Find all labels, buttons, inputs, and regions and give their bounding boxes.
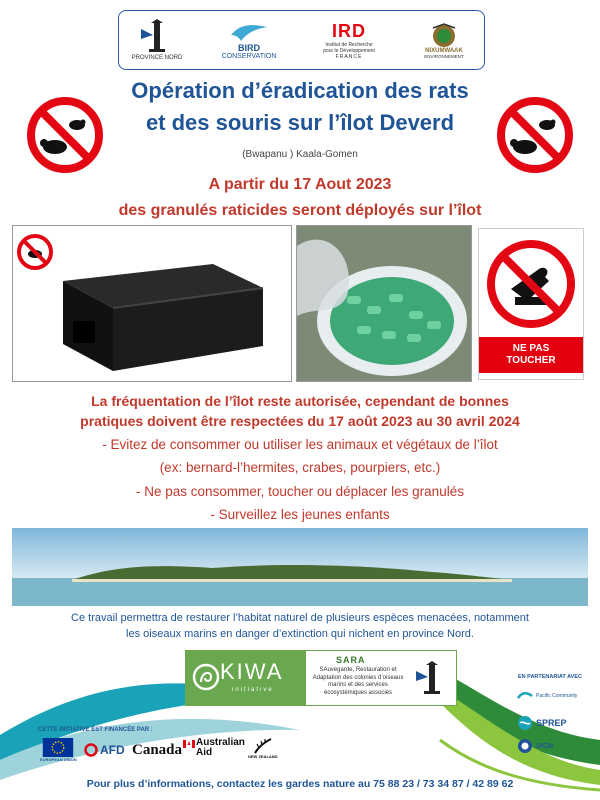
granules-image [297,226,471,381]
aid-text: Aid [196,747,213,758]
uicn-logo [517,738,587,754]
bird-text: BIRD [238,42,260,53]
province-nord-emblem-icon [137,19,177,55]
eu-logo [40,738,77,762]
islet-panorama-image [12,528,588,606]
fern-icon [253,738,273,754]
province-nord-emblem-icon [412,659,452,699]
rule-examples: (ex: bernard-l’hermites, crabes, pourpiers, etc.) [159,460,441,475]
eu-text: EUROPEAN UNION [40,757,77,762]
ird-country: FRANCE [335,53,363,60]
islet-panorama-photo [12,528,588,606]
start-date-line: A partir du 17 Aout 2023 [208,176,392,193]
pacific-text: Pacific Community [536,693,578,699]
contact-line: Pour plus d’informations, contactez les gardes nature au 75 88 23 / 73 34 87 / 42 89 62 [86,778,514,790]
afd-text: AFD [100,743,125,757]
bird-conservation-logo [214,15,284,65]
rule-avoid-consuming: - Evitez de consommer ou utiliser les animaux et végétaux de l’îlot [102,437,498,452]
title-line-1: Opération d’éradication des rats [131,78,469,103]
sara-title: SARA [336,655,366,665]
do-not-touch-sign [478,228,584,380]
province-nord-logo [127,15,187,65]
title-line-2: et des souris sur l’îlot Deverd [145,110,455,135]
bird-icon [229,21,269,43]
rule-watch-children: - Surveillez les jeunes enfants [210,507,390,522]
eu-flag-icon [42,738,74,757]
ird-text: IRD [332,20,366,41]
australian-aid-logo [196,738,245,762]
funded-by-label: CETTE INITIATIVE EST FINANCÉE PAR : [38,727,153,733]
nz-text: NEW ZEALAND [248,754,278,759]
uicn-text: UICN [536,742,554,750]
sprep-globe-icon [517,715,533,731]
location-subtitle: (Bwapanu ) Kaala-Gomen [242,149,358,160]
ird-subtitle: Institut de Recherche pour le Développement [323,41,375,54]
outcome-line-2: les oiseaux marins en danger d’extinction qui nichent en province Nord. [126,628,474,640]
sara-description: SAuvegarde, Restauration et Adaptation des colonies d’oiseaux marins et des services écosystémiques associés [312,667,404,696]
kiwa-initiative: initiative [232,687,274,693]
kiwa-sara-box [185,650,457,706]
granules-deployed-line: des granulés raticides seront déployés sur l’îlot [118,202,482,219]
granules-photo [296,225,472,382]
uicn-globe-icon [517,738,533,754]
partners-label: EN PARTENARIAT AVEC [518,674,582,680]
info-line-1: La fréquentation de l’îlot reste autorisée, cependant de bonnes [91,393,509,409]
kiwa-word: KIWA [220,659,284,684]
info-line-2: pratiques doivent être respectées du 17 août 2023 au 30 avril 2024 [80,413,520,429]
bait-station-image [13,226,291,381]
outcome-line-1: Ce travail permettra de restaurer l’habitat naturel de plusieurs espèces menacées, notamment [71,612,529,624]
nixumwaak-emblem-icon [429,22,459,48]
canada-logo [132,738,195,762]
pacific-wave-icon [517,690,533,702]
nixumwaak-text: NIXUMWAAK [425,47,463,54]
nixumwaak-subtitle: ENVIRONNEMENT [424,53,464,59]
sprep-logo [517,715,587,731]
ird-logo [319,15,379,65]
afd-logo [84,738,125,762]
no-touch-hand-icon [479,229,583,333]
kiwa-emblem-icon [191,662,221,692]
sign-line-1: NE PAS [512,343,550,354]
bait-station-photo [12,225,292,382]
afd-ring-icon [84,743,98,757]
nixumwaak-logo [409,15,479,65]
sprep-text: SPREP [536,718,567,728]
canada-text: Canada [132,741,183,758]
do-not-touch-label [479,337,583,373]
kiwa-logo [186,651,306,705]
pacific-community-logo [517,690,587,702]
australian-text: Australian [196,737,245,748]
new-zealand-logo [248,738,278,762]
province-nord-text: PROVINCE NORD [131,55,183,61]
partner-logo-bar [118,10,485,70]
sign-line-2: TOUCHER [506,355,556,366]
canada-flag-icon [183,740,195,748]
conservation-text: CONSERVATION [221,52,277,60]
rule-do-not-touch-granules: - Ne pas consommer, toucher ou déplacer les granulés [136,484,464,499]
